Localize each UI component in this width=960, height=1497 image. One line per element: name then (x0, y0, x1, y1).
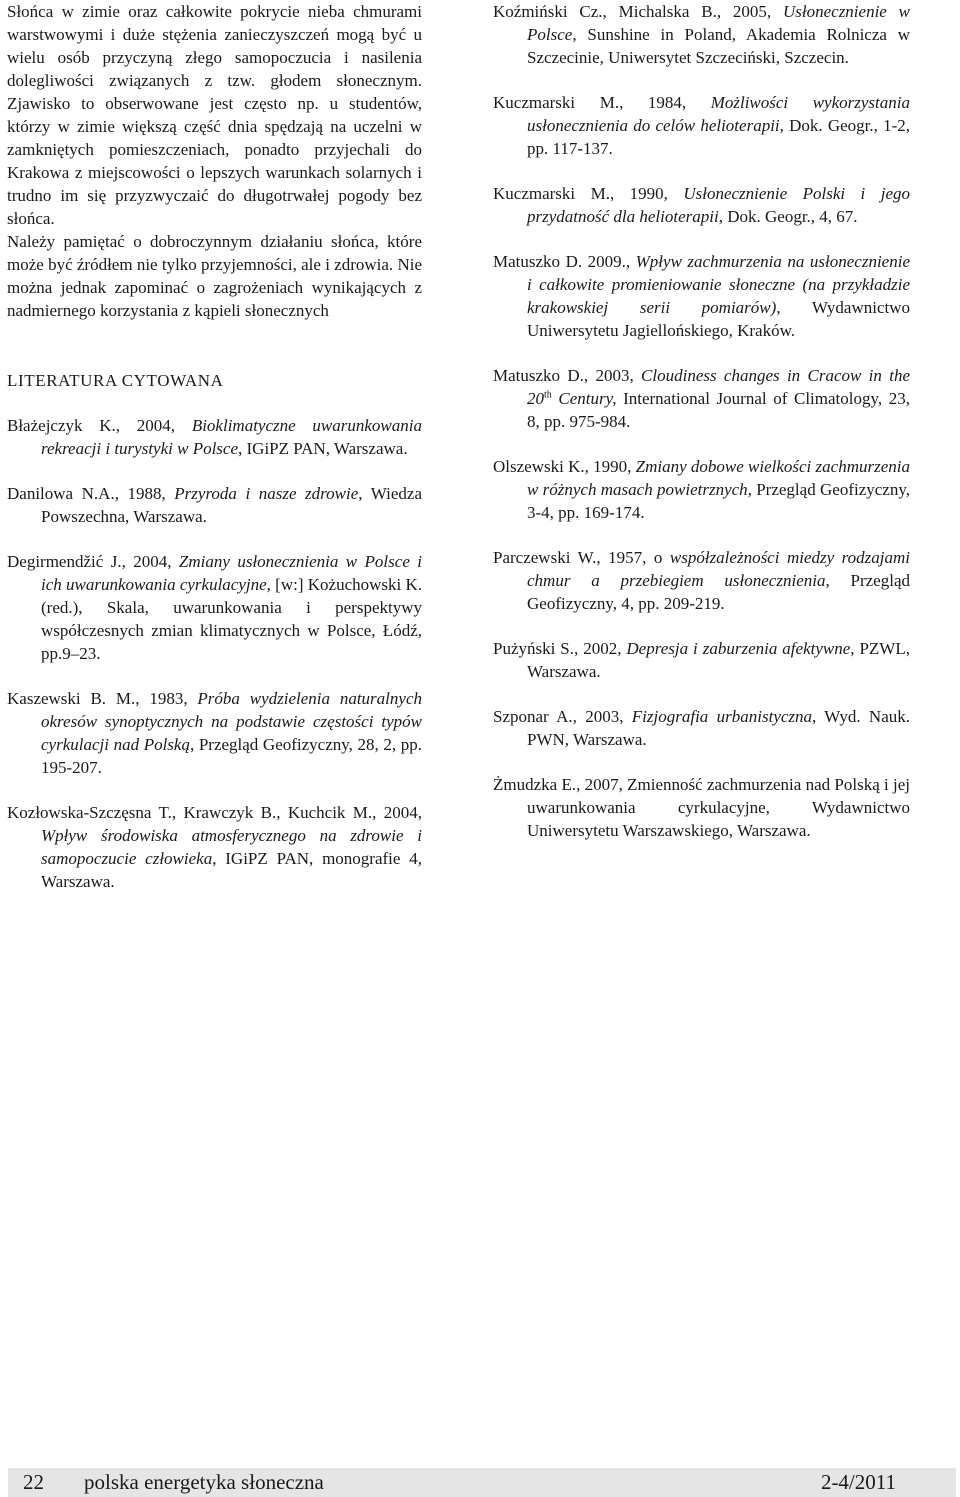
reference-item (493, 250, 910, 342)
reference-title: Bioklimatyczne uwarunkowania rekreacji i turystyki w Polsce (41, 416, 422, 458)
reference-source: , Wiedza Powszechna, Warszawa. (41, 484, 422, 526)
reference-authors: Olszewski K., 1990, (493, 457, 636, 476)
reference-source: , PZWL, Warszawa. (527, 639, 910, 681)
reference-authors: Pużyński S., 2002, (493, 639, 627, 658)
reference-source: , Dok. Geogr., 1-2, pp. 117-137. (527, 116, 910, 158)
reference-title: współzależności miedzy rodzajami chmur a przebiegiem usłonecznienia (527, 548, 911, 590)
reference-title: Fizjografia urbanistyczna (631, 707, 813, 726)
reference-title: Cloudiness changes in Cracow in the 20 (527, 366, 910, 408)
reference-source: , Przegląd Geofizyczny, 4, pp. 209-219. (527, 571, 910, 613)
reference-item (493, 455, 910, 524)
reference-gap (493, 524, 910, 546)
reference-gap (7, 460, 422, 482)
body-paragraph-1: Słońca w zimie oraz całkowite pokrycie nieba chmurami warstwowymi i duże stężenia zanieczyszczeń mogą być u wielu osób przyczyną złego samopoczucia i nasilenia dolegliwości związanych z tzw. głodem słonecznym. Zjawisko to obserwowane jest często np. u studentów, którzy w zimie większą część dnia spędzają na uczelni w zamkniętych pomieszczeniach, ponadto przyjechali do Krakowa z miejscowości o lepszych warunkach solarnych i trudno im się przyzwyczaić do długotrwałej pogody bez słońca. (7, 2, 422, 228)
reference-source: , Dok. Geogr., 4, 67. (718, 207, 858, 226)
reference-source: , IGiPZ PAN, monografie 4, Warszawa. (41, 849, 423, 891)
reference-item (493, 0, 910, 69)
reference-item (7, 687, 422, 779)
reference-item (493, 637, 910, 683)
reference-title: Wpływ środowiska atmosferycznego na zdrowie i samopoczucie człowieka (41, 826, 422, 868)
reference-title: Wpływ zachmurzenia na usłonecznienie i całkowite promieniowanie słoneczne (na przykładzie krakowskiej serii pomiarów) (527, 252, 910, 317)
reference-authors: Kozłowska-Szczęsna T., Krawczyk B., Kuchcik M., 2004, (7, 803, 422, 822)
reference-title-continued: Century, (551, 389, 617, 408)
reference-gap (493, 751, 910, 773)
reference-authors: Kaszewski B. M., 1983, (7, 689, 198, 708)
reference-gap (493, 683, 910, 705)
reference-authors: Matuszko D., 2003, (493, 366, 642, 385)
reference-item (493, 705, 910, 751)
reference-authors: Parczewski W., 1957, o (493, 548, 670, 567)
reference-title: Depresja i zaburzenia afektywne (626, 639, 851, 658)
reference-gap (493, 69, 910, 91)
references-heading: LITERATURA CYTOWANA (7, 371, 224, 390)
reference-item (493, 91, 910, 160)
reference-gap (493, 433, 910, 455)
reference-source: International Journal of Climatology, 23, 8, pp. 975-984. (527, 389, 910, 431)
reference-list-right (493, 0, 910, 842)
reference-item (7, 414, 422, 460)
reference-gap (7, 665, 422, 687)
reference-source: , [w:] Kożuchowski K. (red.), Skala, uwarunkowania i perspektywy współczesnych zmian klimatycznych w Polsce, Łódź, pp.9–23. (41, 575, 423, 663)
reference-title: Próba wydzielenia naturalnych okresów synoptycznych na podstawie częstości typów cyrkulacji nad Polską (41, 689, 422, 754)
reference-gap (7, 528, 422, 550)
reference-title: Zmiany dobowe wielkości zachmurzenia w różnych masach powietrznych (527, 457, 910, 499)
body-paragraph-2: Należy pamiętać o dobroczynnym działaniu słońca, które może być źródłem nie tylko przyjemności, ale i zdrowia. Nie można jednak zapominać o zagrożeniach wynikających z nadmiernego korzystania z kąpieli słonecznych (7, 232, 422, 320)
reference-item (493, 182, 910, 228)
reference-title: Usłonecznienie w Polsce (527, 2, 910, 44)
reference-authors: Błażejczyk K., 2004, (7, 416, 192, 435)
reference-authors: Degirmendžić J., 2004, (7, 552, 179, 571)
page-footer (8, 1468, 956, 1497)
reference-source: , Wyd. Nauk. PWN, Warszawa. (527, 707, 910, 749)
reference-authors: Kuczmarski M., 1990, (493, 184, 684, 203)
left-column (7, 0, 422, 893)
reference-source: , Sunshine in Poland, Akademia Rolnicza w Szczecinie, Uniwersytet Szczeciński, Szczecin. (527, 25, 910, 67)
page-number: 22 (23, 1470, 44, 1494)
reference-item (493, 773, 910, 842)
journal-title: polska energetyka słoneczna (84, 1470, 324, 1494)
reference-superscript: th (544, 389, 552, 401)
reference-item (7, 482, 422, 528)
reference-source: , IGiPZ PAN, Warszawa. (238, 439, 408, 458)
reference-gap (7, 779, 422, 801)
reference-authors: Żmudzka E., 2007, Zmienność zachmurzenia nad Polską i jej uwarunkowania cyrkulacyjne, Wydawnictwo Uniwersytetu Warszawskiego, Warszawa. (493, 775, 910, 840)
issue-number: 2-4/2011 (820, 1470, 896, 1494)
reference-list-left (7, 414, 422, 893)
reference-gap (493, 615, 910, 637)
reference-title: Przyroda i nasze zdrowie (174, 484, 359, 503)
reference-gap (493, 160, 910, 182)
reference-title: Możliwości wykorzystania usłonecznienia do celów helioterapii (527, 93, 910, 135)
reference-item (493, 546, 910, 615)
reference-title: Usłonecznienie Polski i jego przydatność dla helioterapii (527, 184, 910, 226)
reference-source: , Przegląd Geofizyczny, 3-4, pp. 169-174. (527, 480, 910, 522)
reference-item (493, 364, 910, 433)
reference-source: , Przegląd Geofizyczny, 28, 2, pp. 195-207. (41, 735, 422, 777)
reference-item (7, 801, 422, 893)
reference-authors: Matuszko D. 2009., (493, 252, 636, 271)
reference-gap (493, 228, 910, 250)
reference-authors: Kuczmarski M., 1984, (493, 93, 711, 112)
reference-authors: Szponar A., 2003, (493, 707, 632, 726)
reference-item (7, 550, 422, 665)
reference-authors: Danilowa N.A., 1988, (7, 484, 175, 503)
reference-title: Zmiany usłonecznienia w Polsce i ich uwarunkowania cyrkulacyjne (41, 552, 423, 594)
right-column (493, 0, 910, 842)
reference-gap (493, 342, 910, 364)
reference-authors: Koźmiński Cz., Michalska B., 2005, (493, 2, 783, 21)
reference-source: , Wydawnictwo Uniwersytetu Jagiellońskiego, Kraków. (527, 298, 911, 340)
